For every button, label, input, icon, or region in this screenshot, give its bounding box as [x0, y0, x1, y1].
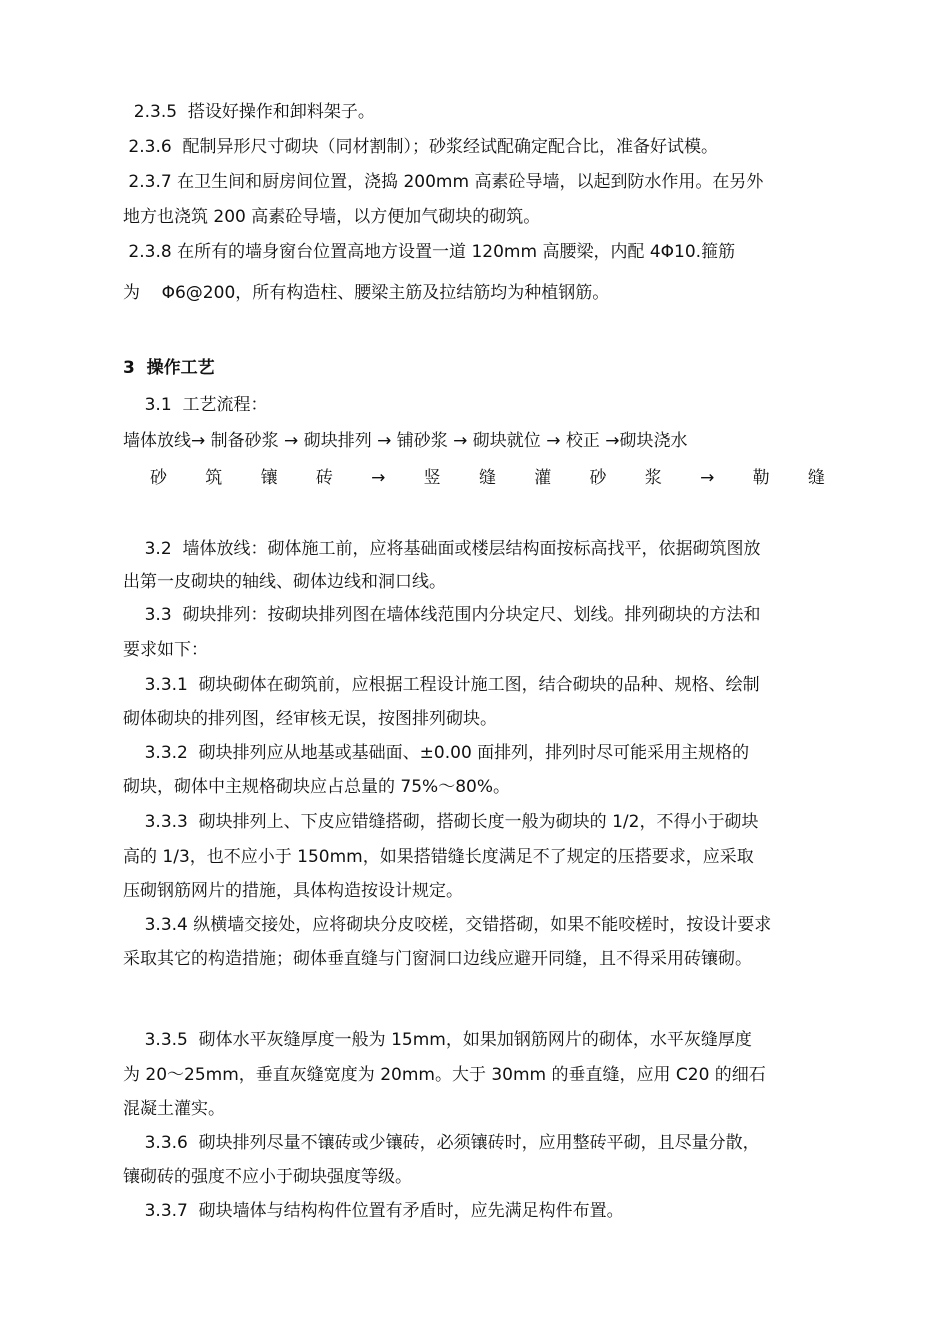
text-line: 为 20～25mm，垂直灰缝宽度为 20mm。大于 30mm 的垂直缝，应用 C20 的细石 [123, 1065, 766, 1085]
text-line: 压砌钢筋网片的措施，具体构造按设计规定。 [123, 881, 463, 901]
flow-char: 砂 [150, 468, 167, 488]
text-line: 高的 1/3，也不应小于 150mm，如果搭错缝长度满足不了规定的压搭要求，应采取 [123, 847, 754, 867]
text-line: 3.3.5 砌体水平灰缝厚度一般为 15mm，如果加钢筋网片的砌体，水平灰缝厚度 [123, 1030, 752, 1050]
text-line: 3.1 工艺流程： [123, 395, 268, 415]
arrow-icon: → [371, 468, 386, 488]
text-line: 2.3.8 在所有的墙身窗台位置高地方设置一道 120mm 高腰梁，内配 4Φ10.箍筋 [123, 242, 736, 262]
flow-char: 缝 [478, 468, 496, 488]
text-line: 3.3.7 砌块墙体与结构构件位置有矛盾时，应先满足构件布置。 [123, 1201, 624, 1221]
flow-char: 镶 [260, 468, 278, 488]
text-line: 2.3.6 配制异形尺寸砌块（同材割制）；砂浆经试配确定配合比，准备好试模。 [123, 137, 718, 157]
text-line: 3.3.3 砌块排列上、下皮应错缝搭砌，搭砌长度一般为砌块的 1/2，不得小于砌块 [123, 812, 759, 832]
flow-char: 砖 [315, 468, 333, 488]
flow-char: 浆 [644, 468, 662, 488]
text-line: 2.3.7 在卫生间和厨房间位置，浇捣 200mm 高素砼导墙，以起到防水作用。在另外 [123, 172, 764, 192]
flow-char: 砂 [589, 468, 607, 488]
text-line: 为 Φ6@200，所有构造柱、腰梁主筋及拉结筋均为种植钢筋。 [123, 283, 610, 303]
text-line: 出第一皮砌块的轴线、砌体边线和洞口线。 [123, 572, 446, 592]
text-line: 镶砌砖的强度不应小于砌块强度等级。 [123, 1167, 412, 1187]
process-flow-spread-line [150, 466, 825, 490]
flow-char: 竖 [423, 468, 441, 488]
text-line: 混凝土灌实。 [123, 1099, 225, 1119]
text-line: 3.3.4 纵横墙交接处，应将砌块分皮咬槎，交错搭砌，如果不能咬槎时，按设计要求 [123, 915, 772, 935]
section-heading: 3 操作工艺 [123, 358, 215, 378]
text-line: 3.2 墙体放线：砌体施工前，应将基础面或楼层结构面按标高找平，依据砌筑图放 [123, 539, 761, 559]
text-line: 3.3.2 砌块排列应从地基或基础面、±0.00 面排列，排列时尽可能采用主规格的 [123, 743, 750, 763]
text-line: 采取其它的构造措施；砌体垂直缝与门窗洞口边线应避开同缝，且不得采用砖镶砌。 [123, 949, 752, 969]
flow-char: 灌 [534, 468, 552, 488]
text-line: 墙体放线→ 制备砂浆 → 砌块排列 → 铺砂浆 → 砌块就位 → 校正 →砌块浇水 [123, 431, 688, 451]
text-line: 3.3 砌块排列：按砌块排列图在墙体线范围内分块定尺、划线。排列砌块的方法和 [123, 605, 761, 625]
arrow-icon: → [700, 468, 715, 488]
text-line: 要求如下： [123, 640, 208, 660]
text-line: 地方也浇筑 200 高素砼导墙，以方便加气砌块的砌筑。 [123, 207, 541, 227]
flow-char: 勒 [752, 468, 770, 488]
flow-char: 缝 [807, 468, 825, 488]
text-line: 3.3.1 砌块砌体在砌筑前，应根据工程设计施工图，结合砌块的品种、规格、绘制 [123, 675, 760, 695]
text-line: 砌体砌块的排列图，经审核无误，按图排列砌块。 [123, 709, 497, 729]
text-line: 2.3.5 搭设好操作和卸料架子。 [123, 102, 375, 122]
flow-char: 筑 [205, 468, 223, 488]
text-line: 3.3.6 砌块排列尽量不镶砖或少镶砖，必须镶砖时，应用整砖平砌，且尽量分散， [123, 1133, 760, 1153]
text-line: 砌块，砌体中主规格砌块应占总量的 75%～80%。 [123, 777, 510, 797]
